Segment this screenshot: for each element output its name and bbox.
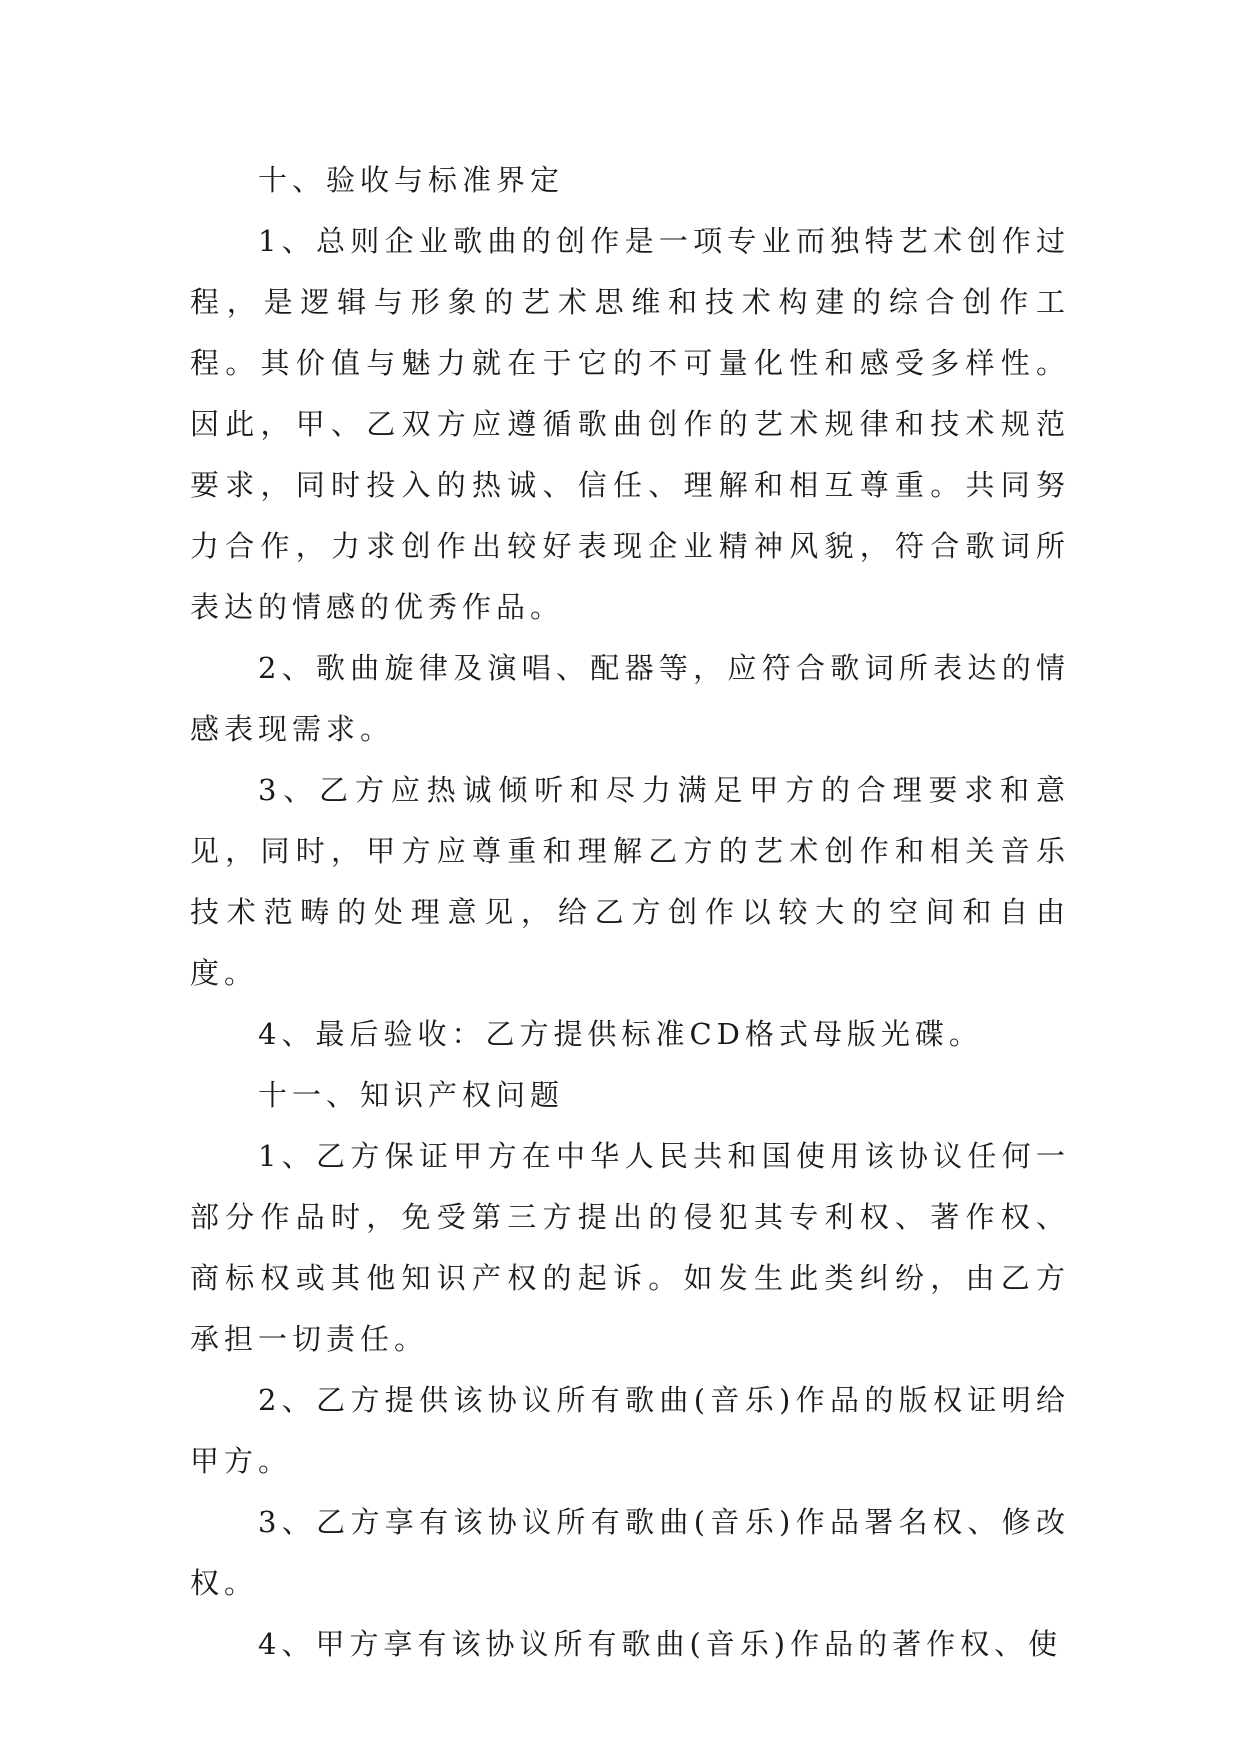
paragraph-copyright-proof: 2、乙方提供该协议所有歌曲(音乐)作品的版权证明给甲方。	[190, 1383, 1070, 1478]
paragraph-melody-requirements: 2、歌曲旋律及演唱、配器等，应符合歌词所表达的情感表现需求。	[190, 651, 1070, 746]
paragraph-authorship-rights: 3、乙方享有该协议所有歌曲(音乐)作品署名权、修改权。	[190, 1505, 1070, 1600]
paragraph-copyright-ownership: 4、甲方享有该协议所有歌曲(音乐)作品的著作权、使	[258, 1627, 1063, 1661]
paragraph-mutual-respect: 3、乙方应热诚倾听和尽力满足甲方的合理要求和意见，同时，甲方应尊重和理解乙方的艺术创作和相关音乐技术范畴的处理意见，给乙方创作以较大的空间和自由度。	[190, 773, 1070, 990]
document-body	[190, 150, 1070, 1675]
section-heading-intellectual-property: 十一、知识产权问题	[258, 1078, 565, 1112]
paragraph-general-principles: 1、总则企业歌曲的创作是一项专业而独特艺术创作过程，是逻辑与形象的艺术思维和技术构建的综合创作工程。其价值与魅力就在于它的不可量化性和感受多样性。因此，甲、乙双方应遵循歌曲创作的艺术规律和技术规范要求，同时投入的热诚、信任、理解和相互尊重。共同努力合作，力求创作出较好表现企业精神风貌，符合歌词所表达的情感的优秀作品。	[190, 224, 1070, 624]
section-heading-acceptance: 十、验收与标准界定	[258, 163, 565, 197]
paragraph-final-acceptance: 4、最后验收：乙方提供标准CD格式母版光碟。	[258, 1017, 983, 1051]
paragraph-ip-guarantee: 1、乙方保证甲方在中华人民共和国使用该协议任何一部分作品时，免受第三方提出的侵犯其专利权、著作权、商标权或其他知识产权的起诉。如发生此类纠纷，由乙方承担一切责任。	[190, 1139, 1070, 1356]
